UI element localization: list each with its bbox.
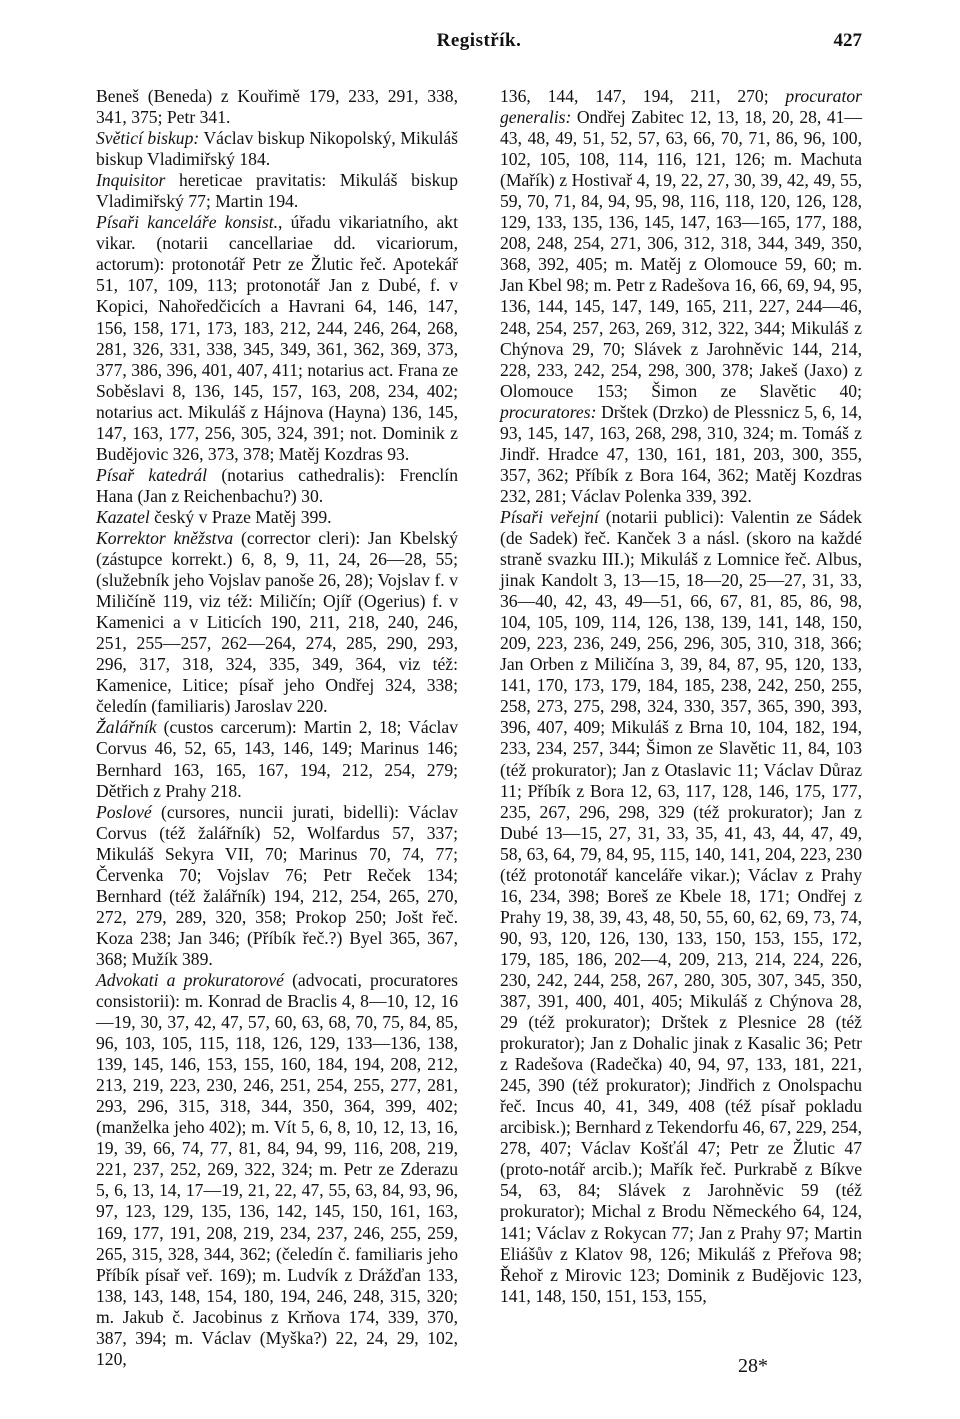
index-entry [96,170,458,212]
entry-category: Písaři veřejní [500,506,599,527]
entry-text: Václav biskup Nikopolský, Mikuláš biskup Vladimiřský 184. [96,128,458,170]
index-entry [96,802,458,970]
entry-category: procurator generalis: [500,86,862,128]
entry-category: Poslové [96,801,152,822]
entry-category: Žalářník [96,717,157,738]
index-entry [500,507,862,1307]
index-entry [96,717,458,801]
right-column [500,86,862,1307]
entry-text: (cursores, nuncii jurati, bidelli): Václav Corvus (též žalářník) 52, Wolfardus 57, 337; Mikuláš Sekyra VII, 70; Marinus 70, 74, 77; Červenka 70; Vojslav 76; Petr Reček 134; Bernhard (též žalářník) 194, 212, 254, 265, 270, 272, 279, 289, 320, 358; Prokop 250; Jošt řeč. Koza 238; Jan 346; (Příbík řeč.?) Byel 365, 367, 368; Mužík 389. [96,801,458,969]
index-entry [96,212,458,465]
entry-text: (advocati, procuratores consistorii): m. Konrad de Braclis 4, 8—10, 12, 16—19, 30, 37, 42, 47, 57, 60, 63, 68, 70, 75, 84, 85, 96, 103, 105, 115, 118, 126, 129, 133—136, 138, 139, 145, 146, 153, 155, 160, 184, 194, 208, 212, 213, 219, 223, 230, 246, 251, 254, 255, 277, 281, 293, 296, 315, 318, 344, 350, 364, 399, 402; (manželka jeho 402); m. Vít 5, 6, 8, 10, 12, 13, 16, 19, 39, 66, 74, 77, 81, 84, 94, 99, 116, 208, 219, 221, 237, 252, 269, 322, 324; m. Petr ze Zderazu 5, 6, 13, 14, 17—19, 21, 22, 47, 55, 63, 84, 93, 96, 97, 123, 129, 135, 136, 142, 145, 150, 161, 163, 169, 177, 191, 208, 219, 234, 237, 246, 255, 259, 265, 315, 328, 344, 362; (čeledín č. familiaris jeho Příbík písař veř. 169); m. Ludvík z Drážďan 133, 138, 143, 148, 154, 180, 194, 246, 248, 315, 320; m. Jakub č. Jacobinus z Krňova 174, 339, 370, 387, 394; m. Václav (Myška?) 22, 24, 29, 102, 120, [96,969,458,1369]
entry-category: Inquisitor [96,170,166,191]
entry-category: Písař katedrál [96,464,208,485]
page-header [96,30,862,54]
entry-text: 136, 144, 147, 194, 211, 270; [500,86,786,106]
index-entry [96,528,458,717]
entry-text: , úřadu vikariatního, akt vikar. (notarii cancellariae dd. vicariorum, actorum): protonotář Petr ze Žlutic řeč. Apotekář 51, 107, 109, 113; protonotář Jan z Dubé, f. v Kopici, Nahoředčicích a Havrani 64, 146, 147, 156, 158, 171, 173, 183, 212, 244, 246, 264, 268, 281, 326, 331, 338, 345, 349, 361, 362, 369, 373, 377, 386, 396, 401, 407, 411; notarius act. Frana ze Soběslavi 8, 136, 145, 157, 163, 208, 234, 402; notarius act. Mikuláš z Hájnova (Hayna) 136, 145, 147, 163, 177, 256, 305, 324, 391; not. Dominik z Budějovic 326, 373, 378; Matěj Kozdras 93. [96,212,458,464]
entry-text: český v Praze Matěj 399. [149,506,332,527]
entry-text: (corrector cleri): Jan Kbelský (zástupce korrekt.) 6, 8, 9, 11, 24, 26—28, 55; (služebník jeho Vojslav panoše 26, 28); Vojslav f. v Miličíně 119, viz též: Miličín; Ojíř (Ogerius) f. v Kamenici a v Liticích 190, 211, 218, 240, 246, 251, 255—257, 262—264, 274, 285, 290, 293, 296, 317, 318, 324, 335, 349, 364, viz též: Kamenice, Litice; písař jeho Ondřej 324, 338; čeledín (familiaris) Jaroslav 220. [96,527,458,717]
entry-text: (notarius cathedralis): Frenclín Hana (Jan z Reichenbachu?) 30. [96,464,458,506]
entry-text: Beneš (Beneda) z Kouřimě 179, 233, 291, 338, 341, 375; Petr 341. [96,86,458,128]
entry-text: (notarii publici): Valentin ze Sádek (de Sadek) řeč. Kanček 3 a násl. (skoro na každé straně svazku III.); Mikuláš z Lomnice řeč. Albus, jinak Kandolt 3, 13—15, 18—20, 25—27, 31, 33, 36—40, 42, 43, 49—51, 66, 67, 81, 85, 86, 98, 104, 105, 109, 114, 126, 138, 139, 141, 148, 150, 209, 223, 236, 249, 256, 296, 305, 310, 318, 366; Jan Orben z Miličína 3, 39, 84, 87, 95, 120, 133, 141, 170, 173, 179, 184, 185, 238, 242, 250, 255, 258, 273, 275, 298, 324, 330, 357, 365, 390, 393, 396, 407, 409; Mikuláš z Brna 10, 104, 182, 194, 233, 234, 257, 344; Šimon ze Slavětic 11, 84, 103 (též prokurator); Jan z Otaslavic 11; Václav Důraz 11; Příbík z Bora 12, 63, 117, 128, 146, 175, 177, 235, 267, 296, 298, 329 (též prokurator); Jan z Dubé 13—15, 27, 31, 33, 35, 41, 43, 44, 47, 49, 58, 63, 64, 79, 84, 95, 115, 140, 141, 204, 223, 230 (též protonotář kanceláře vikar.); Václav z Prahy 16, 234, 398; Boreš ze Kbele 18, 171; Ondřej z Prahy 19, 38, 39, 43, 48, 50, 55, 60, 62, 69, 73, 74, 90, 93, 120, 126, 130, 133, 150, 153, 155, 172, 179, 185, 186, 202—4, 209, 213, 214, 224, 226, 230, 242, 244, 258, 267, 280, 305, 307, 345, 350, 387, 391, 400, 401, 405; Mikuláš z Chýnova 28, 29 (též prokurator); Drštek z Plesnice 28 (též prokurator); Jan z Dohalic jinak z Kasalic 36; Petr z Radešova (Radečka) 40, 94, 97, 133, 181, 221, 245, 390 (též prokurator); Jindřich z Onolspachu řeč. Incus 40, 41, 349, 408 (též písař pokladu arcibisk.); Bernhard z Tekendorfu 46, 67, 229, 254, 278, 407; Václav Košťál 47; Petr ze Žlutic 47 (proto-notář arcib.); Mařík řeč. Purkrabě z Bíkve 54, 63, 84; Slávek z Jarohněvic 59 (též prokurator); Michal z Brodu Německého 64, 124, 141; Václav z Rokycan 77; Jan z Prahy 97; Martin Eliášův z Klatov 98, 126; Mikuláš z Přeřova 98; Řehoř z Mirovic 123; Dominik z Budějovic 123, 141, 148, 150, 151, 153, 155, [500,506,862,1306]
entry-category: Světicí biskup: [96,128,200,149]
entry-category: Korrektor kněžstva [96,527,234,548]
entry-text: (custos carcerum): Martin 2, 18; Václav Corvus 46, 52, 65, 143, 146, 149; Marinus 146; Bernhard 163, 165, 167, 194, 212, 254, 279; Dětřich z Prahy 218. [96,717,458,801]
entry-text: hereticae pravitatis: Mikuláš biskup Vladimiřský 77; Martin 194. [96,170,458,212]
entry-category: Písaři kanceláře konsist. [96,212,279,233]
index-entry [96,507,458,528]
entry-category: Advokati a prokuratorové [96,969,284,990]
entry-category: Kazatel [96,506,150,527]
index-entry [96,86,458,128]
left-column [96,86,458,1370]
entry-category: procuratores: [500,401,597,422]
index-entry [96,970,458,1370]
index-entry [500,86,862,507]
entry-text: Ondřej Zabitec 12, 13, 18, 20, 28, 41—43, 48, 49, 51, 52, 57, 63, 66, 70, 71, 86, 96, 100, 102, 105, 108, 114, 116, 121, 126; m. Machuta (Mařík) z Hostivař 4, 19, 22, 27, 30, 39, 42, 49, 55, 59, 70, 71, 84, 94, 95, 98, 116, 118, 120, 126, 128, 129, 133, 135, 136, 145, 147, 163—165, 177, 188, 208, 248, 254, 271, 306, 312, 318, 344, 349, 350, 368, 392, 405; m. Matěj z Olomouce 59, 60; m. Jan Kbel 98; m. Petr z Radešova 16, 66, 69, 94, 95, 136, 144, 145, 147, 149, 165, 211, 227, 244—46, 248, 254, 257, 263, 269, 312, 322, 344; Mikuláš z Chýnova 29, 70; Slávek z Jarohněvic 144, 214, 228, 233, 242, 254, 298, 300, 378; Jakeš (Jaxo) z Olomouce 153; Šimon ze Slavětic 40; [500,107,862,401]
page-number: 427 [833,30,862,51]
running-title: Registřík. [436,30,522,51]
entry-text: Drštek (Drzko) de Plessnicz 5, 6, 14, 93, 145, 147, 163, 268, 298, 310, 324; m. Tomáš z Jindř. Hradce 47, 130, 161, 181, 203, 300, 355, 357, 362; Příbík z Bora 164, 362; Matěj Kozdras 232, 281; Václav Polenka 339, 392. [500,401,862,506]
index-entry [96,128,458,170]
index-entry [96,465,458,507]
signature-mark: 28* [738,1355,768,1377]
